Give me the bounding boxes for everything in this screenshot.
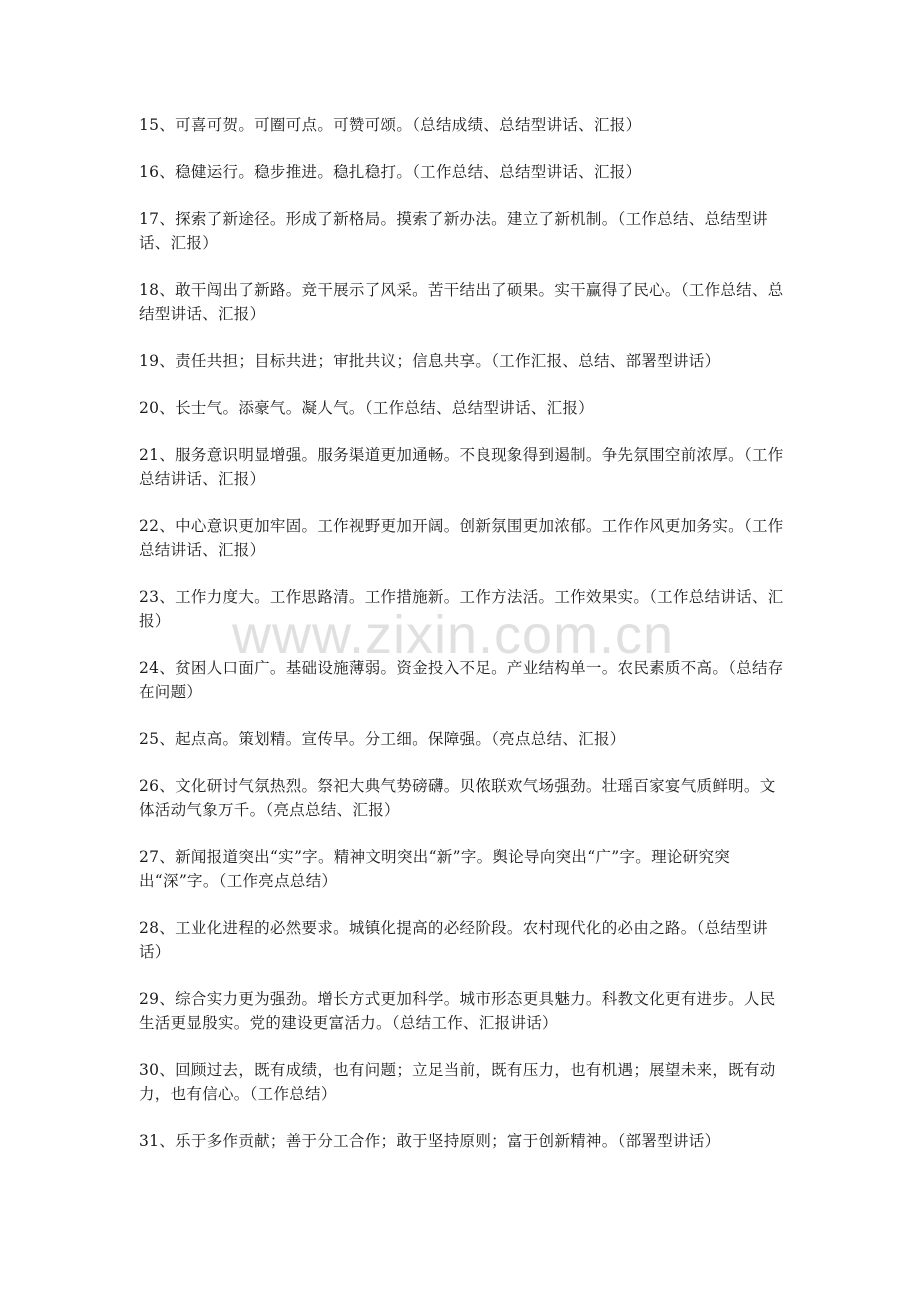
watermark: www.zixin.com.cn [232,605,675,665]
list-item: 31、乐于多作贡献；善于分工合作；敢于坚持原则；富于创新精神。（部署型讲话） [139,1132,721,1150]
list-item: 24、贫困人口面广。基础设施薄弱。资金投入不足。产业结构单一。农民素质不高。（总结存在问题） [139,659,784,701]
list-item: 19、责任共担；目标共进；审批共议；信息共享。（工作汇报、总结、部署型讲话） [139,352,721,370]
list-item: 16、稳健运行。稳步推进。稳扎稳打。（工作总结、总结型讲话、汇报） [139,163,642,181]
list-item: 26、文化研讨气氛热烈。祭祀大典气势磅礴。贝侬联欢气场强劲。壮瑶百家宴气质鲜明。文体活动气象万千。（亮点总结、汇报） [139,777,776,819]
list-item: 15、可喜可贺。可圈可点。可赞可颂。（总结成绩、总结型讲话、汇报） [139,116,642,134]
list-item: 17、探索了新途径。形成了新格局。摸索了新办法。建立了新机制。（工作总结、总结型讲话、汇报） [139,210,768,252]
phrase-list [139,113,789,1176]
list-item: 22、中心意识更加牢固。工作视野更加开阔。创新氛围更加浓郁。工作作风更加务实。（工作总结讲话、汇报） [139,517,784,559]
list-item: 29、综合实力更为强劲。增长方式更加科学。城市形态更具魅力。科教文化更有进步。人民生活更显殷实。党的建设更富活力。（总结工作、汇报讲话） [139,990,776,1032]
list-item: 23、工作力度大。工作思路清。工作措施新。工作方法活。工作效果实。（工作总结讲话、汇报） [139,588,784,630]
list-item: 21、服务意识明显增强。服务渠道更加通畅。不良现象得到遏制。争先氛围空前浓厚。（工作总结讲话、汇报） [139,446,784,488]
list-item: 18、敢干闯出了新路。竞干展示了风采。苦干结出了硕果。实干赢得了民心。（工作总结、总结型讲话、汇报） [139,281,784,323]
list-item: 28、工业化进程的必然要求。城镇化提高的必经阶段。农村现代化的必由之路。（总结型讲话） [139,919,768,961]
list-item: 30、回顾过去，既有成绩，也有问题；立足当前，既有压力，也有机遇；展望未来，既有动力，也有信心。（工作总结） [139,1061,776,1103]
list-item: 27、新闻报道突出“实”字。精神文明突出“新”字。舆论导向突出“广”字。理论研究突出“深”字。（工作亮点总结） [139,848,731,890]
list-item: 25、起点高。策划精。宣传早。分工细。保障强。（亮点总结、汇报） [139,730,626,748]
list-item: 20、长士气。添豪气。凝人气。（工作总结、总结型讲话、汇报） [139,399,594,417]
